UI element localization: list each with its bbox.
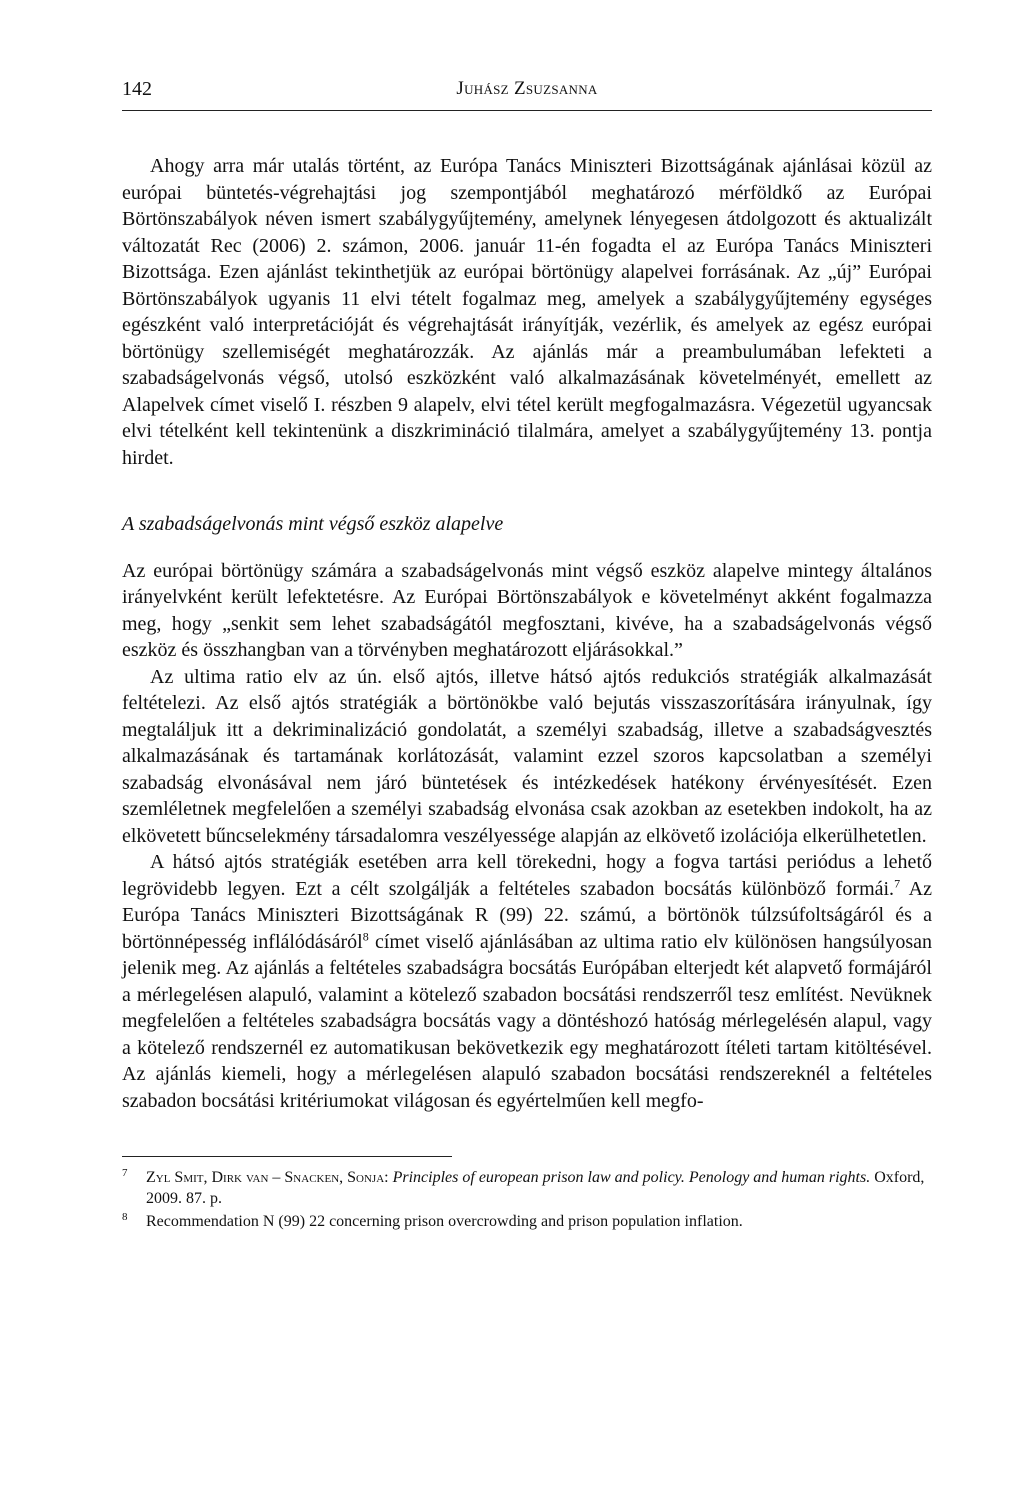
paragraph-3-text-2: Az Európa Tanács Miniszteri Bizottságának R (99) 22. számú, a börtönök túlzsúfoltságáról és a börtönnépesség inflálódásáról [122, 877, 932, 953]
section-paragraph-1: Az európai börtönügy számára a szabadságelvonás mint végső eszköz alapelve mintegy általános irányelvként került lefektetésre. Az Európai Börtönszabályok e követelményt akként fogalmazza meg, hogy „senkit sem lehet szabadságától megfosztani, kivéve, ha a szabadságelvonás végső eszköz és összhangban van a törvényben meghatározott eljárásokkal.” [122, 559, 932, 661]
running-title-text: Juhász Zsuzsanna [456, 78, 598, 99]
body-text [122, 153, 932, 1114]
section-paragraph-3 [122, 849, 932, 1114]
paragraph-3-text-1: A hátsó ajtós stratégiák esetében arra kell törekedni, hogy a fogva tartási periódus a lehető legrövidebb legyen. Ezt a célt szolgálják a feltételes szabadon bocsátás különböző formái. [122, 851, 932, 900]
footnote-publication: Oxford, 2009. 87. p. [146, 1169, 925, 1207]
footnote-title: Principles of european prison law and policy. Penology and human rights. [392, 1169, 871, 1186]
document-page [122, 70, 932, 1234]
footnote-ref-7[interactable]: 7 [894, 875, 901, 890]
section-paragraph-2: Az ultima ratio elv az ún. első ajtós, illetve hátsó ajtós redukciós stratégiák alkalmazását feltételezi. Az első ajtós stratégiák a börtönökbe való bejutás visszaszorítására irányulnak, így megtaláljuk itt a dekriminalizáció gondolatát, a személyi szabadság, illetve a szabadságvesztés alkalmazásának és tartamának korlátozását, valamint ezzel szoros kapcsolatban a személyi szabadság elvonásával nem járó büntetések és intézkedések hatékony érvényesítését. Ezen szemléletnek megfelelően a személyi szabadság elvonása csak azokban az esetekben indokolt, ha az elkövetett bűncselekmény társadalomra veszélyessége alapján az elkövető izolációja elkerülhetetlen. [122, 665, 932, 847]
running-title [122, 78, 932, 100]
footnote-ref-8[interactable]: 8 [362, 928, 369, 943]
footnote-text: Recommendation N (99) 22 concerning prison overcrowding and prison population inflation. [146, 1213, 743, 1230]
intro-paragraph: Ahogy arra már utalás történt, az Európa Tanács Miniszteri Bizottságának ajánlásai közül az európai büntetés-végrehajtási jog szempontjából meghatározó mérföldkő az Európai Börtönszabályok néven ismert szabálygyűjtemény, amelynek lényegesen átdolgozott és aktualizált változatát Rec (2006) 2. számon, 2006. január 11-én fogadta el az Európa Tanács Miniszteri Bizottsága. Ezen ajánlást tekinthetjük az európai börtönügy alapelvei forrásának. Az „új” Európai Börtönszabályok ugyanis 11 elvi tételt fogalmaz meg, amelyek a szabálygyűjtemény egységes egészként való interpretációját és végrehajtását irányítják, vezérlik, és amelyek az egész európai börtönügy szellemiségét meghatározzák. Az ajánlás már a preambulumában lefekteti a szabadságelvonás végső, utolsó eszközként való alkalmazásának követelményét, emellett az Alapelvek címet viselő I. részben 9 alapelv, elvi tétel került megfogalmazásra. Végezetül ugyancsak elvi tételként kell tekintenünk a diszkrimináció tilalmára, amelyet a szabálygyűjtemény 13. pontja hirdet. [122, 155, 932, 469]
footnote-mark: 7 [122, 1167, 128, 1179]
footnote-8 [122, 1211, 932, 1232]
footnote-authors: Zyl Smit, Dirk van – Snacken, Sonja: [146, 1169, 389, 1186]
footnote-mark: 8 [122, 1211, 128, 1223]
paragraph-3-text-3: címet viselő ajánlásában az ultima ratio elv különösen hangsúlyosan jelenik meg. Az ajánlás a feltételes szabadságra bocsátás Európában elterjedt két alapvető formájáról a mérlegelésen alapuló, valamint a kötelező szabadon bocsátási rendszerről tesz említést. Nevüknek megfelelően a feltételes szabadságra bocsátás vagy a döntéshozó hatóság mérlegelésén alapul, vagy a kötelező rendszernél ez automatikusan bekövetkezik egy meghatározott ítéleti tartam kitöltésével. Az ajánlás kiemeli, hogy a mérlegelésen alapuló szabadon bocsátási rendszereknél a feltételes szabadon bocsátási kritériumokat világosan és egyértelműen kell megfo- [122, 930, 932, 1112]
page-number: 142 [122, 78, 152, 100]
footnote-7 [122, 1167, 932, 1209]
footnote-divider [122, 1156, 452, 1157]
section-heading: A szabadságelvonás mint végső eszköz alapelve [122, 513, 504, 535]
running-head [122, 70, 932, 111]
footnotes [122, 1167, 932, 1232]
